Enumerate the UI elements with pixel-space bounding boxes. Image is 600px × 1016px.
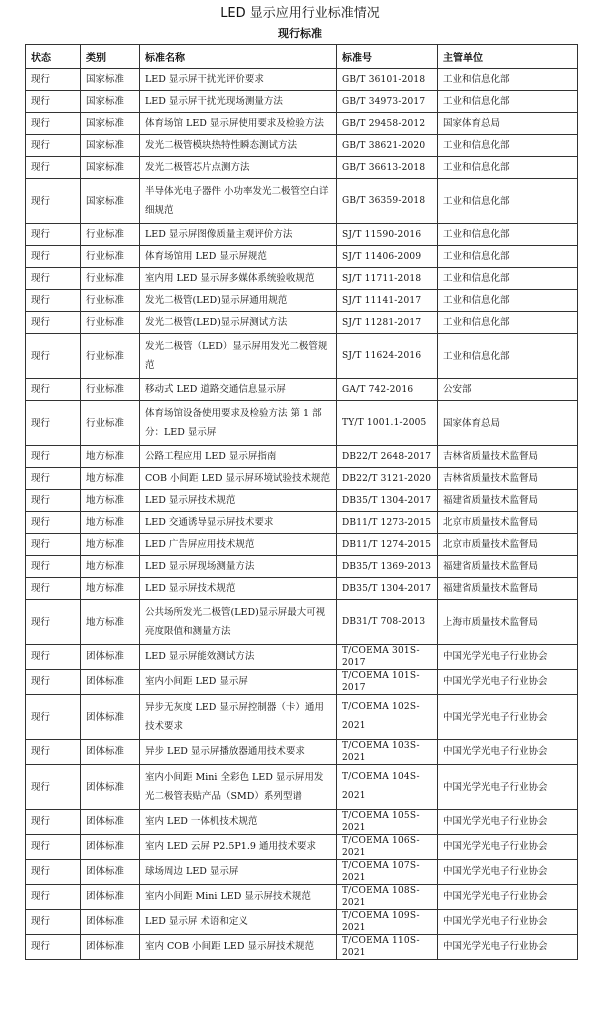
table-row: [26, 401, 578, 446]
cell-code: SJ/T 11406-2009: [337, 246, 438, 268]
cell-name: 半导体光电子器件 小功率发光二极管空白详细规范: [140, 179, 337, 224]
cell-code: DB22/T 3121-2020: [337, 468, 438, 490]
cell-status: 现行: [26, 835, 81, 860]
cell-category: 地方标准: [81, 512, 140, 534]
cell-code: T/COEMA 104S-2021: [337, 765, 438, 810]
cell-authority: 中国光学光电子行业协会: [438, 695, 578, 740]
cell-name: 发光二极管模块热特性瞬态测试方法: [140, 135, 337, 157]
cell-status: 现行: [26, 670, 81, 695]
cell-code: DB11/T 1273-2015: [337, 512, 438, 534]
cell-authority: 工业和信息化部: [438, 91, 578, 113]
cell-category: 团体标准: [81, 740, 140, 765]
table-row: [26, 446, 578, 468]
cell-category: 地方标准: [81, 600, 140, 645]
cell-code: T/COEMA 105S-2021: [337, 810, 438, 835]
cell-category: 地方标准: [81, 468, 140, 490]
cell-code: DB35/T 1369-2013: [337, 556, 438, 578]
cell-code: DB11/T 1274-2015: [337, 534, 438, 556]
cell-category: 行业标准: [81, 268, 140, 290]
cell-code: SJ/T 11281-2017: [337, 312, 438, 334]
cell-code: T/COEMA 109S-2021: [337, 910, 438, 935]
cell-code: T/COEMA 101S-2017: [337, 670, 438, 695]
table-row: [26, 312, 578, 334]
cell-code: GB/T 29458-2012: [337, 113, 438, 135]
cell-name: 室内用 LED 显示屏多媒体系统验收规范: [140, 268, 337, 290]
table-row: [26, 512, 578, 534]
cell-status: 现行: [26, 910, 81, 935]
cell-name: LED 显示屏现场测量方法: [140, 556, 337, 578]
cell-code: GA/T 742-2016: [337, 379, 438, 401]
cell-category: 行业标准: [81, 224, 140, 246]
table-header-row: [26, 45, 578, 69]
cell-code: SJ/T 11141-2017: [337, 290, 438, 312]
cell-name: LED 显示屏技术规范: [140, 578, 337, 600]
cell-authority: 中国光学光电子行业协会: [438, 670, 578, 695]
table-row: [26, 91, 578, 113]
cell-authority: 公安部: [438, 379, 578, 401]
cell-code: T/COEMA 103S-2021: [337, 740, 438, 765]
table-row: [26, 600, 578, 645]
cell-category: 行业标准: [81, 246, 140, 268]
cell-name: LED 显示屏干扰光评价要求: [140, 69, 337, 91]
cell-code: GB/T 34973-2017: [337, 91, 438, 113]
cell-authority: 国家体育总局: [438, 401, 578, 446]
cell-authority: 福建省质量技术监督局: [438, 556, 578, 578]
cell-code: GB/T 36359-2018: [337, 179, 438, 224]
cell-name: LED 显示屏 术语和定义: [140, 910, 337, 935]
cell-status: 现行: [26, 578, 81, 600]
header-authority: 主管单位: [438, 45, 578, 69]
cell-name: 体育场馆设备使用要求及检验方法 第 1 部分：LED 显示屏: [140, 401, 337, 446]
cell-category: 团体标准: [81, 645, 140, 670]
document-title: LED 显示应用行业标准情况: [220, 6, 380, 21]
cell-code: TY/T 1001.1-2005: [337, 401, 438, 446]
cell-status: 现行: [26, 512, 81, 534]
cell-status: 现行: [26, 290, 81, 312]
cell-name: 室内小间距 LED 显示屏: [140, 670, 337, 695]
table-row: [26, 534, 578, 556]
header-code: 标准号: [337, 45, 438, 69]
cell-name: 公共场所发光二极管(LED)显示屏最大可视亮度限值和测量方法: [140, 600, 337, 645]
cell-category: 团体标准: [81, 695, 140, 740]
cell-category: 国家标准: [81, 157, 140, 179]
cell-name: 发光二极管芯片点测方法: [140, 157, 337, 179]
cell-code: T/COEMA 102S-2021: [337, 695, 438, 740]
cell-authority: 工业和信息化部: [438, 290, 578, 312]
cell-status: 现行: [26, 935, 81, 960]
cell-status: 现行: [26, 765, 81, 810]
table-row: [26, 379, 578, 401]
cell-code: T/COEMA 301S-2017: [337, 645, 438, 670]
cell-name: 公路工程应用 LED 显示屏指南: [140, 446, 337, 468]
cell-authority: 中国光学光电子行业协会: [438, 910, 578, 935]
cell-code: GB/T 38621-2020: [337, 135, 438, 157]
cell-authority: 中国光学光电子行业协会: [438, 765, 578, 810]
cell-category: 国家标准: [81, 91, 140, 113]
cell-name: LED 广告屏应用技术规范: [140, 534, 337, 556]
cell-status: 现行: [26, 885, 81, 910]
cell-category: 国家标准: [81, 69, 140, 91]
cell-status: 现行: [26, 312, 81, 334]
cell-status: 现行: [26, 268, 81, 290]
cell-status: 现行: [26, 534, 81, 556]
cell-name: 室内 COB 小间距 LED 显示屏技术规范: [140, 935, 337, 960]
cell-category: 团体标准: [81, 765, 140, 810]
table-row: [26, 670, 578, 695]
table-row: [26, 935, 578, 960]
cell-code: GB/T 36613-2018: [337, 157, 438, 179]
cell-code: T/COEMA 108S-2021: [337, 885, 438, 910]
cell-code: T/COEMA 110S-2021: [337, 935, 438, 960]
table-row: [26, 179, 578, 224]
cell-code: T/COEMA 106S-2021: [337, 835, 438, 860]
cell-code: SJ/T 11590-2016: [337, 224, 438, 246]
cell-authority: 吉林省质量技术监督局: [438, 446, 578, 468]
cell-status: 现行: [26, 810, 81, 835]
cell-name: LED 显示屏技术规范: [140, 490, 337, 512]
cell-status: 现行: [26, 468, 81, 490]
header-status: 状态: [26, 45, 81, 69]
cell-name: 异步 LED 显示屏播放器通用技术要求: [140, 740, 337, 765]
cell-name: 移动式 LED 道路交通信息显示屏: [140, 379, 337, 401]
cell-status: 现行: [26, 334, 81, 379]
cell-category: 团体标准: [81, 810, 140, 835]
cell-status: 现行: [26, 113, 81, 135]
table-row: [26, 578, 578, 600]
cell-authority: 工业和信息化部: [438, 157, 578, 179]
table-row: [26, 645, 578, 670]
cell-name: 室内 LED 云屏 P2.5P1.9 通用技术要求: [140, 835, 337, 860]
cell-category: 团体标准: [81, 910, 140, 935]
table-row: [26, 224, 578, 246]
cell-status: 现行: [26, 91, 81, 113]
cell-category: 行业标准: [81, 312, 140, 334]
cell-category: 国家标准: [81, 135, 140, 157]
cell-authority: 北京市质量技术监督局: [438, 534, 578, 556]
cell-status: 现行: [26, 379, 81, 401]
table-row: [26, 740, 578, 765]
table-row: [26, 556, 578, 578]
table-row: [26, 157, 578, 179]
cell-authority: 中国光学光电子行业协会: [438, 740, 578, 765]
cell-status: 现行: [26, 556, 81, 578]
table-row: [26, 490, 578, 512]
cell-status: 现行: [26, 600, 81, 645]
cell-authority: 北京市质量技术监督局: [438, 512, 578, 534]
cell-status: 现行: [26, 157, 81, 179]
cell-authority: 工业和信息化部: [438, 224, 578, 246]
cell-status: 现行: [26, 224, 81, 246]
cell-status: 现行: [26, 645, 81, 670]
cell-category: 地方标准: [81, 534, 140, 556]
cell-category: 地方标准: [81, 490, 140, 512]
table-row: [26, 860, 578, 885]
table-row: [26, 835, 578, 860]
table-row: [26, 135, 578, 157]
cell-name: 室内小间距 Mini 全彩色 LED 显示屏用发光二极管表贴产品（SMD）系列型谱: [140, 765, 337, 810]
cell-authority: 工业和信息化部: [438, 69, 578, 91]
cell-category: 行业标准: [81, 290, 140, 312]
cell-authority: 中国光学光电子行业协会: [438, 885, 578, 910]
table-row: [26, 468, 578, 490]
cell-code: GB/T 36101-2018: [337, 69, 438, 91]
cell-code: DB35/T 1304-2017: [337, 490, 438, 512]
table-row: [26, 113, 578, 135]
cell-name: 发光二极管(LED)显示屏通用规范: [140, 290, 337, 312]
cell-authority: 工业和信息化部: [438, 334, 578, 379]
cell-name: 体育场馆 LED 显示屏使用要求及检验方法: [140, 113, 337, 135]
cell-category: 国家标准: [81, 113, 140, 135]
cell-name: LED 显示屏能效测试方法: [140, 645, 337, 670]
table-row: [26, 810, 578, 835]
cell-authority: 国家体育总局: [438, 113, 578, 135]
cell-status: 现行: [26, 860, 81, 885]
cell-name: LED 显示屏干扰光现场测量方法: [140, 91, 337, 113]
cell-authority: 中国光学光电子行业协会: [438, 835, 578, 860]
cell-name: COB 小间距 LED 显示屏环境试验技术规范: [140, 468, 337, 490]
cell-status: 现行: [26, 740, 81, 765]
table-row: [26, 290, 578, 312]
cell-authority: 吉林省质量技术监督局: [438, 468, 578, 490]
cell-name: 室内 LED 一体机技术规范: [140, 810, 337, 835]
cell-authority: 中国光学光电子行业协会: [438, 810, 578, 835]
cell-name: 发光二极管（LED）显示屏用发光二极管规范: [140, 334, 337, 379]
table-row: [26, 334, 578, 379]
cell-authority: 工业和信息化部: [438, 268, 578, 290]
cell-code: SJ/T 11711-2018: [337, 268, 438, 290]
cell-code: SJ/T 11624-2016: [337, 334, 438, 379]
cell-category: 团体标准: [81, 670, 140, 695]
cell-status: 现行: [26, 246, 81, 268]
cell-authority: 中国光学光电子行业协会: [438, 935, 578, 960]
cell-code: T/COEMA 107S-2021: [337, 860, 438, 885]
header-name: 标准名称: [140, 45, 337, 69]
cell-status: 现行: [26, 490, 81, 512]
cell-category: 地方标准: [81, 446, 140, 468]
cell-code: DB31/T 708-2013: [337, 600, 438, 645]
cell-name: 球场周边 LED 显示屏: [140, 860, 337, 885]
cell-authority: 工业和信息化部: [438, 246, 578, 268]
cell-status: 现行: [26, 179, 81, 224]
table-row: [26, 268, 578, 290]
cell-status: 现行: [26, 401, 81, 446]
cell-category: 团体标准: [81, 835, 140, 860]
cell-status: 现行: [26, 695, 81, 740]
cell-authority: 工业和信息化部: [438, 312, 578, 334]
table-body: [26, 69, 578, 960]
cell-category: 行业标准: [81, 379, 140, 401]
document-subtitle: 现行标准: [278, 27, 322, 40]
cell-status: 现行: [26, 69, 81, 91]
cell-authority: 上海市质量技术监督局: [438, 600, 578, 645]
cell-name: LED 交通诱导显示屏技术要求: [140, 512, 337, 534]
cell-authority: 工业和信息化部: [438, 179, 578, 224]
cell-category: 国家标准: [81, 179, 140, 224]
cell-name: 室内小间距 Mini LED 显示屏技术规范: [140, 885, 337, 910]
cell-authority: 福建省质量技术监督局: [438, 490, 578, 512]
cell-status: 现行: [26, 446, 81, 468]
cell-category: 团体标准: [81, 860, 140, 885]
table-row: [26, 765, 578, 810]
header-category: 类别: [81, 45, 140, 69]
cell-category: 地方标准: [81, 578, 140, 600]
cell-name: 体育场馆用 LED 显示屏规范: [140, 246, 337, 268]
cell-category: 地方标准: [81, 556, 140, 578]
cell-authority: 福建省质量技术监督局: [438, 578, 578, 600]
cell-name: LED 显示屏图像质量主观评价方法: [140, 224, 337, 246]
table-row: [26, 695, 578, 740]
cell-authority: 中国光学光电子行业协会: [438, 645, 578, 670]
cell-status: 现行: [26, 135, 81, 157]
table-row: [26, 910, 578, 935]
cell-authority: 中国光学光电子行业协会: [438, 860, 578, 885]
cell-category: 团体标准: [81, 885, 140, 910]
table-row: [26, 885, 578, 910]
cell-name: 异步无灰度 LED 显示屏控制器（卡）通用技术要求: [140, 695, 337, 740]
table-row: [26, 69, 578, 91]
cell-category: 团体标准: [81, 935, 140, 960]
standards-table: [25, 44, 578, 960]
cell-authority: 工业和信息化部: [438, 135, 578, 157]
cell-category: 行业标准: [81, 401, 140, 446]
cell-code: DB22/T 2648-2017: [337, 446, 438, 468]
cell-category: 行业标准: [81, 334, 140, 379]
cell-code: DB35/T 1304-2017: [337, 578, 438, 600]
cell-name: 发光二极管(LED)显示屏测试方法: [140, 312, 337, 334]
table-row: [26, 246, 578, 268]
